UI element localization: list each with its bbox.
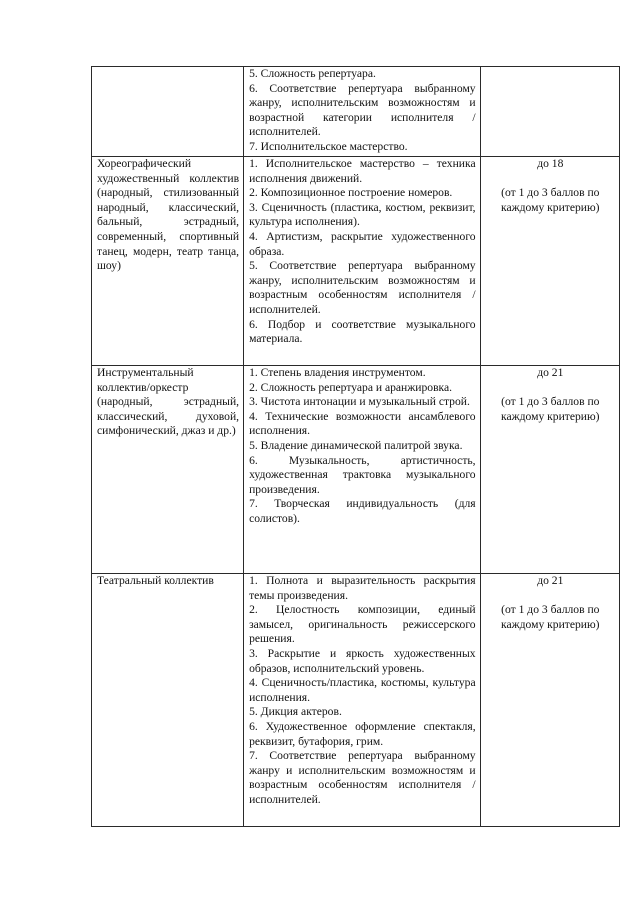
criterion-item: 1. Степень владения инструментом. bbox=[249, 366, 426, 379]
category-cell bbox=[92, 366, 244, 574]
criterion-item: 5. Владение динамической палитрой звука. bbox=[249, 438, 463, 452]
score-spacer bbox=[486, 381, 615, 396]
score-max: до 21 bbox=[537, 574, 564, 587]
score-max: до 21 bbox=[537, 366, 564, 379]
criterion-item: 1. Исполнительское мастерство – техника исполнения движений. bbox=[249, 157, 476, 185]
criteria-cell bbox=[244, 574, 481, 827]
category-cell bbox=[92, 157, 244, 366]
criterion-item: 4. Сценичность/пластика, костюмы, культура исполнения. bbox=[249, 676, 476, 704]
score-cell bbox=[480, 574, 619, 827]
score-cell bbox=[480, 67, 619, 157]
criteria-cell bbox=[244, 366, 481, 574]
criterion-item: 6. Музыкальность, артистичность, художественная трактовка музыкального произведения. bbox=[249, 453, 476, 496]
criterion-item: 7. Соответствие репертуара выбранному жанру и исполнительским возможностям и возрастным особенностям исполнителя /исполнителей. bbox=[249, 749, 476, 806]
criterion-item: 7. Творческая индивидуальность (для солистов). bbox=[249, 497, 476, 525]
criterion-item: 2. Целостность композиции, единый замысел, оригинальность режиссерского решения. bbox=[249, 603, 476, 646]
criterion-item: 5. Дикция актеров. bbox=[249, 705, 342, 719]
criteria-cell bbox=[244, 67, 481, 157]
category-name: Театральный коллектив bbox=[97, 574, 214, 587]
criterion-item: 6. Художественное оформление спектакля, реквизит, бутафория, грим. bbox=[249, 719, 476, 748]
category-cell bbox=[92, 67, 244, 157]
score-cell bbox=[480, 366, 619, 574]
criterion-item: 2. Композиционное построение номеров. bbox=[249, 186, 453, 200]
score-cell bbox=[480, 157, 619, 366]
score-max: до 18 bbox=[537, 157, 564, 170]
criterion-item: 5. Соответствие репертуара выбранному жанру, исполнительским возможностям и возрастным особенностям исполнителя /исполнителей. bbox=[249, 259, 476, 316]
table-row bbox=[92, 67, 620, 157]
score-note: (от 1 до 3 баллов по каждому критерию) bbox=[501, 603, 600, 631]
criterion-item: 3. Раскрытие и яркость художественных образов, исполнительский уровень. bbox=[249, 646, 476, 675]
table-row bbox=[92, 366, 620, 574]
table-row bbox=[92, 157, 620, 366]
score-spacer bbox=[486, 589, 615, 604]
criterion-item: 2. Сложность репертуара и аранжировка. bbox=[249, 380, 453, 394]
criterion-item: 4. Артистизм, раскрытие художественного образа. bbox=[249, 229, 476, 258]
criterion-item: 4. Технические возможности ансамблевого исполнения. bbox=[249, 409, 476, 438]
criterion-item: 3. Сценичность (пластика, костюм, реквизит, культура исполнения). bbox=[249, 200, 476, 229]
criterion-item: 3. Чистота интонации и музыкальный строй. bbox=[249, 395, 470, 409]
table-row bbox=[92, 574, 620, 827]
criterion-item: 6. Подбор и соответствие музыкального материала. bbox=[249, 317, 476, 346]
criterion-item: 7. Исполнительское мастерство. bbox=[249, 139, 408, 153]
criterion-item: 1. Полнота и выразительность раскрытия темы произведения. bbox=[249, 574, 476, 602]
criteria-cell bbox=[244, 157, 481, 366]
score-note: (от 1 до 3 баллов по каждому критерию) bbox=[501, 186, 600, 214]
category-cell bbox=[92, 574, 244, 827]
category-name: Инструментальный коллектив/оркестр (народный, эстрадный, классический, духовой, симфонический, джаз и др.) bbox=[97, 366, 240, 438]
score-spacer bbox=[486, 172, 615, 187]
criterion-item: 5. Сложность репертуара. bbox=[249, 67, 376, 80]
criteria-table bbox=[91, 66, 620, 827]
score-note: (от 1 до 3 баллов по каждому критерию) bbox=[501, 395, 600, 423]
category-name: Хореографический художественный коллектив (народный, стилизованный народный, классический, бальный, эстрадный, современный, спортивный танец, модерн, театр танца, шоу) bbox=[97, 157, 240, 273]
criterion-item: 6. Соответствие репертуара выбранному жанру, исполнительским возможностям и возрастной категории исполнителя /исполнителей. bbox=[249, 81, 476, 139]
